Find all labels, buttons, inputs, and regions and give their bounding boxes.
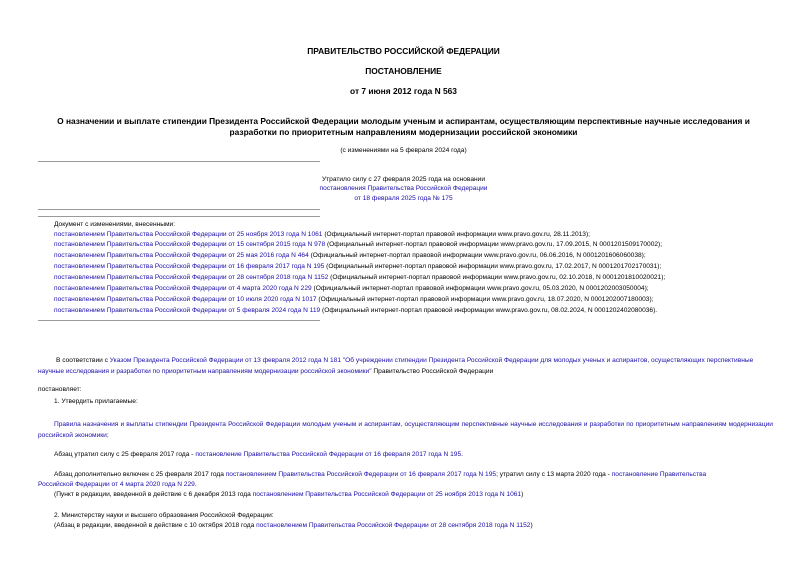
paragraph-added: Абзац дополнительно включен с 25 февраля 2017 года постановлением Правительства Российской Федерации от 16 февраля 2017 года N 195; утратил силу с 13 марта 2020 года - постановление Правительства: [54, 471, 707, 478]
divider: [38, 209, 320, 210]
changes-header: Документ с изменениями, внесенными:: [54, 221, 176, 228]
decrees-label: постановляет:: [38, 386, 82, 393]
expired-text: Утратило силу с 27 февраля 2025 года на основании: [321, 176, 486, 183]
amendment-link[interactable]: постановление Правительства: [611, 471, 707, 478]
revision-note-1: (Пункт в редакции, введенной в действие с 6 декабря 2013 года постановлением Правительства Российской Федерации от 25 ноября 2013 года N 1061): [54, 491, 524, 498]
intro-paragraph: В соответствии с Указом Президента Российской Федерации от 13 февраля 2012 года N 181 "Об учреждении стипендии Президента Российской Федерации для молодых ученых и аспирантов, осуществляющих перспективные научные исследования и разработки по приоритетным направлениям модернизации российской экономики" Правительство Российской Федерации: [38, 357, 754, 375]
amendment-link[interactable]: постановлением Правительства Российской Федерации от 16 февраля 2017 года N 195: [54, 263, 325, 270]
list-item: постановлением Правительства Российской Федерации от 25 ноября 2013 года N 1061 (Официальный интернет-портал правовой информации www.pravo.gov.ru, 28.11.2013);: [54, 231, 591, 238]
list-item: постановлением Правительства Российской Федерации от 16 февраля 2017 года N 195 (Официальный интернет-портал правовой информации www.pravo.gov.ru, 17.02.2017, N 0001201702170031);: [54, 263, 662, 270]
paragraph-added-cont: Российской Федерации от 4 марта 2020 года N 229.: [38, 481, 197, 488]
item-1: 1. Утвердить прилагаемые:: [54, 398, 138, 405]
amendment-link[interactable]: постановлением Правительства Российской Федерации от 10 июля 2020 года N 1017: [54, 296, 317, 303]
amendment-link[interactable]: постановлением Правительства Российской Федерации от 16 февраля 2017 года N 195: [225, 471, 497, 478]
amendment-link[interactable]: постановлением Правительства Российской Федерации от 4 марта 2020 года N 229: [54, 285, 312, 292]
divider: [38, 161, 320, 162]
document-date: от 7 июня 2012 года N 563: [350, 86, 457, 96]
amendment-link[interactable]: постановлением Правительства Российской Федерации от 25 ноября 2013 года N 1061: [54, 231, 323, 238]
amendment-link[interactable]: постановление Правительства Российской Федерации от 16 февраля 2017 года N 195: [195, 451, 462, 458]
paragraph-expired: Абзац утратил силу с 25 февраля 2017 года - постановление Правительства Российской Федерации от 16 февраля 2017 года N 195.: [54, 451, 463, 458]
decree-link[interactable]: Указом Президента Российской Федерации от 13 февраля 2012 года N 181 "Об учреждении стипендии Президента Российской Федерации для молодых ученых и аспирантов, осуществляющих перспективные научные исследования и разработки по приоритетным направлениям модернизации российской экономики": [38, 357, 754, 375]
document-title-line2: разработки по приоритетным направлениям модернизации российской экономики: [229, 127, 578, 137]
amendment-link[interactable]: постановлением Правительства Российской Федерации от 15 сентября 2015 года N 978: [54, 241, 326, 248]
document-title-line1: О назначении и выплате стипендии Президента Российской Федерации молодым ученым и аспирантам, осуществляющим перспективные научные исследования и: [57, 116, 750, 126]
list-item: постановлением Правительства Российской Федерации от 4 марта 2020 года N 229 (Официальный интернет-портал правовой информации www.pravo.gov.ru, 05.03.2020, N 0001202003050004);: [54, 285, 649, 292]
amendment-link[interactable]: постановлением Правительства Российской Федерации от 25 ноября 2013 года N 1061: [252, 491, 522, 498]
list-item: постановлением Правительства Российской Федерации от 10 июля 2020 года N 1017 (Официальный интернет-портал правовой информации www.pravo.gov.ru, 18.07.2020, N 0001202007180003);: [54, 296, 654, 303]
rules-link[interactable]: Правила назначения и выплаты стипендии Президента Российской Федерации молодым ученым и аспирантам, осуществляющим перспективные научные исследования и разработки по приоритетным направлениям модернизации российской экономики;: [38, 421, 773, 439]
list-item: постановлением Правительства Российской Федерации от 25 мая 2016 года N 464 (Официальный интернет-портал правовой информации www.pravo.gov.ru, 06.06.2016, N 0001201606060038);: [54, 252, 646, 259]
amendment-link[interactable]: постановлением Правительства Российской Федерации от 25 мая 2016 года N 464: [54, 252, 309, 259]
expired-link-line2[interactable]: от 18 февраля 2025 года № 175: [354, 195, 453, 202]
expired-link-line1[interactable]: постановления Правительства Российской Федерации: [319, 185, 488, 192]
government-name: ПРАВИТЕЛЬСТВО РОССИЙСКОЙ ФЕДЕРАЦИИ: [307, 46, 500, 56]
amendment-link[interactable]: Российской Федерации от 4 марта 2020 года N 229: [38, 481, 195, 488]
list-item: постановлением Правительства Российской Федерации от 15 сентября 2015 года N 978 (Официальный интернет-портал правовой информации www.pravo.gov.ru, 17.09.2015, N 0001201509170002);: [54, 241, 663, 248]
item-2: 2. Министерству науки и высшего образования Российской Федерации:: [54, 512, 274, 519]
revision-note-2: (Абзац в редакции, введенной в действие с 10 октября 2018 года постановлением Правительства Российской Федерации от 28 сентября 2018 года N 1152): [54, 522, 533, 529]
list-item: постановлением Правительства Российской Федерации от 5 февраля 2024 года N 119 (Официальный интернет-портал правовой информации www.pravo.gov.ru, 08.02.2024, N 0001202402080036).: [54, 307, 658, 314]
revision-note: (с изменениями на 5 февраля 2024 года): [340, 147, 467, 154]
divider: [38, 216, 320, 217]
list-item: постановлением Правительства Российской Федерации от 28 сентября 2018 года N 1152 (Официальный интернет-портал правовой информации www.pravo.gov.ru, 02.10.2018, N 0001201810020021);: [54, 274, 666, 281]
document-type: ПОСТАНОВЛЕНИЕ: [365, 66, 442, 76]
divider: [38, 320, 320, 321]
amendment-link[interactable]: постановлением Правительства Российской Федерации от 28 сентября 2018 года N 1152: [54, 274, 329, 281]
amendment-link[interactable]: постановлением Правительства Российской Федерации от 28 сентября 2018 года N 1152: [256, 522, 531, 529]
amendment-link[interactable]: постановлением Правительства Российской Федерации от 5 февраля 2024 года N 119: [54, 307, 321, 314]
